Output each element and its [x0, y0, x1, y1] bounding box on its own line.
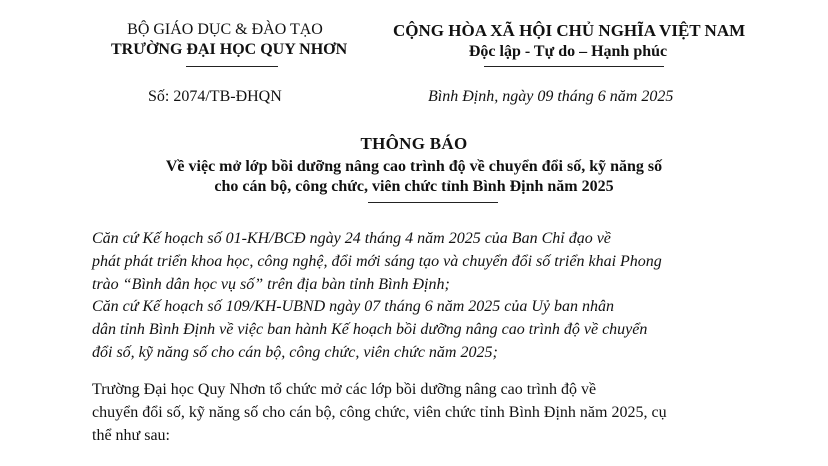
title-underline	[368, 202, 498, 203]
motto-underline	[484, 66, 664, 67]
paragraph-line: Trường Đại học Quy Nhơn tổ chức mở các lớp bồi dưỡng nâng cao trình độ về	[92, 381, 597, 398]
paragraph-line: thể như sau:	[92, 427, 170, 444]
paragraph-line: chuyển đổi số, kỹ năng số cho cán bộ, công chức, viên chức tỉnh Bình Định năm 2025, cụ	[92, 404, 667, 421]
document-date: Bình Định, ngày 09 tháng 6 năm 2025	[428, 88, 674, 105]
document-subtitle-line1: Về việc mở lớp bồi dưỡng nâng cao trình độ về chuyển đổi số, kỹ năng số	[165, 158, 663, 175]
paragraph-line: Căn cứ Kế hoạch số 01-KH/BCĐ ngày 24 tháng 4 năm 2025 của Ban Chỉ đạo về	[92, 230, 611, 247]
country-name: CỘNG HÒA XÃ HỘI CHỦ NGHĨA VIỆT NAM	[393, 21, 746, 40]
document-title: THÔNG BÁO	[360, 134, 468, 153]
paragraph-line: phát phát triển khoa học, công nghệ, đổi mới sáng tạo và chuyển đổi số triển khai Phong	[92, 253, 662, 270]
ministry-name: BỘ GIÁO DỤC & ĐÀO TẠO	[127, 21, 323, 38]
document-number: Số: 2074/TB-ĐHQN	[148, 88, 282, 105]
paragraph-line: dân tỉnh Bình Định về việc ban hành Kế hoạch bồi dưỡng nâng cao trình độ về chuyển	[92, 321, 648, 338]
paragraph-line: Căn cứ Kế hoạch số 109/KH-UBND ngày 07 tháng 6 năm 2025 của Uỷ ban nhân	[92, 298, 615, 315]
university-underline	[186, 66, 278, 67]
paragraph-line: đổi số, kỹ năng số cho cán bộ, công chức, viên chức năm 2025;	[92, 344, 498, 361]
national-motto: Độc lập - Tự do – Hạnh phúc	[468, 43, 668, 60]
university-name: TRƯỜNG ĐẠI HỌC QUY NHƠN	[111, 41, 348, 58]
paragraph-line: trào “Bình dân học vụ số” trên địa bàn tỉnh Bình Định;	[92, 276, 450, 293]
document-subtitle-line2: cho cán bộ, công chức, viên chức tỉnh Bình Định năm 2025	[214, 178, 614, 195]
